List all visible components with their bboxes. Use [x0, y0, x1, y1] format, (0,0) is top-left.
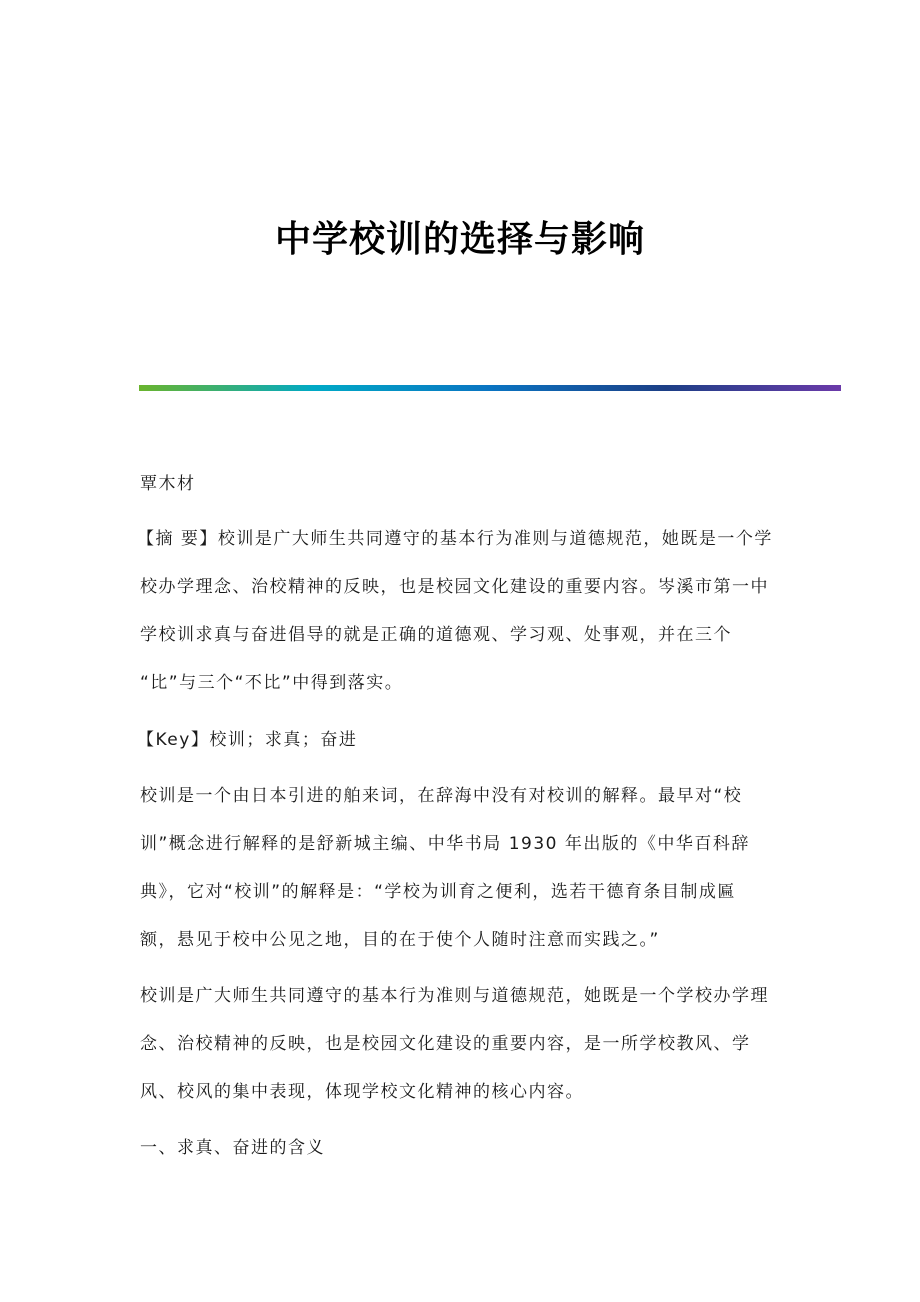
- paragraph-line: 训”概念进行解释的是舒新城主编、中华书局 1930 年出版的《中华百科辞: [140, 834, 750, 854]
- paragraph-line: 典》，它对“校训”的解释是：“学校为训育之便利，选若干德育条目制成匾: [140, 882, 736, 902]
- abstract-line: 学校训求真与奋进倡导的就是正确的道德观、学习观、处事观，并在三个: [140, 625, 732, 645]
- gradient-divider: [139, 385, 841, 391]
- abstract-line: 校办学理念、治校精神的反映，也是校园文化建设的重要内容。岑溪市第一中: [140, 577, 769, 597]
- abstract-line: “比”与三个“不比”中得到落实。: [140, 673, 404, 693]
- abstract-line: 【摘 要】校训是广大师生共同遵守的基本行为准则与道德规范，她既是一个学: [137, 529, 773, 549]
- paragraph-line: 念、治校精神的反映，也是校园文化建设的重要内容，是一所学校教风、学: [140, 1034, 751, 1054]
- section-heading: 一、求真、奋进的含义: [140, 1138, 325, 1158]
- page-title: 中学校训的选择与影响: [274, 219, 645, 260]
- paragraph-line: 额，悬见于校中公见之地，目的在于使个人随时注意而实践之。”: [140, 930, 660, 950]
- paragraph-line: 校训是一个由日本引进的舶来词，在辞海中没有对校训的解释。最早对“校: [140, 786, 743, 806]
- keywords: 【Key】校训；求真；奋进: [137, 730, 358, 750]
- paragraph-line: 风、校风的集中表现，体现学校文化精神的核心内容。: [140, 1082, 584, 1102]
- author-name: 覃木材: [140, 474, 196, 494]
- paragraph-line: 校训是广大师生共同遵守的基本行为准则与道德规范，她既是一个学校办学理: [140, 986, 769, 1006]
